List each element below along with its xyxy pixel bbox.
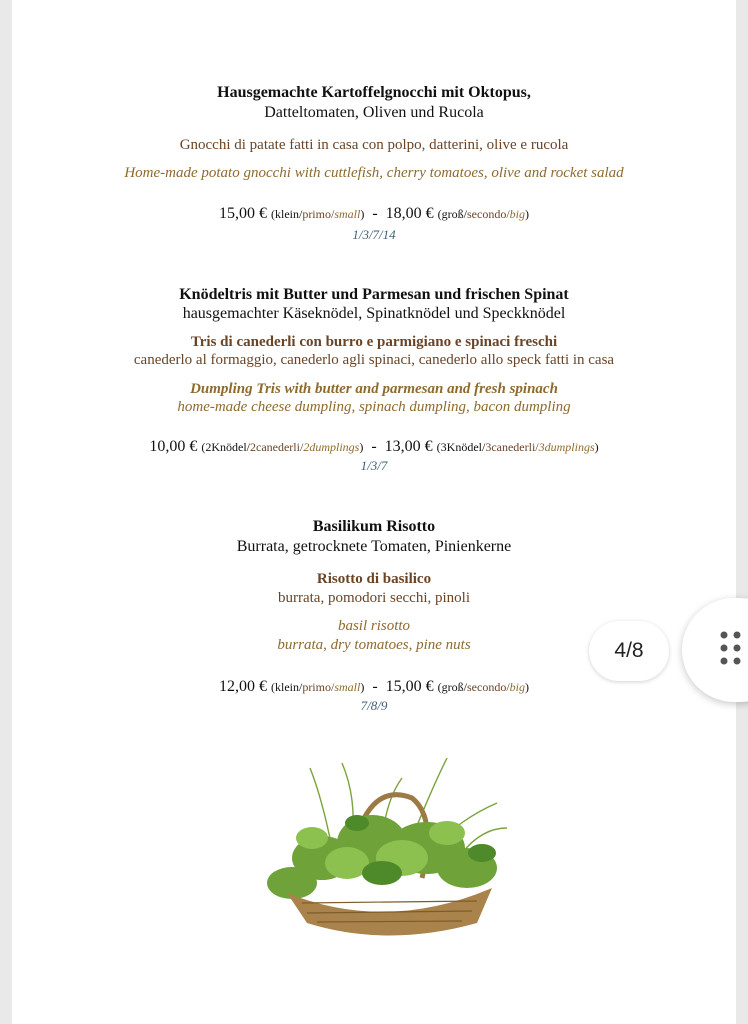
dish-2-price-line: 10,00 € (2Knödel/2canederli/2dumplings) - 13,00 € (3Knödel/3canederli/3dumplings)	[149, 438, 599, 455]
dish-1-price-big: 18,00 €	[385, 205, 434, 222]
dish-3-size-big-it: secondo/	[467, 680, 510, 694]
dish-3-allergens: 7/8/9	[360, 698, 388, 713]
dish-3-size-small-en: small	[334, 680, 361, 694]
dish-2-german-title: Knödeltris mit Butter und Parmesan und frischen Spinat	[179, 286, 569, 303]
dish-2-allergens: 1/3/7	[360, 458, 388, 473]
dish-1-size-small-de: klein/	[274, 207, 303, 221]
dish-3-german-subtitle: Burrata, getrocknete Tomaten, Pinienkerne	[236, 538, 512, 555]
dish-3-size-small-it: primo/	[302, 680, 335, 694]
dish-1-price-small: 15,00 €	[218, 205, 267, 222]
grid-dots-icon	[720, 631, 744, 667]
dish-3-italian-description: burrata, pomodori secchi, pinoli	[277, 590, 471, 606]
dish-3-italian-title: Risotto di basilico	[316, 571, 432, 587]
dish-1-italian-description: Gnocchi di patate fatti in casa con polpo, datterini, olive e rucola	[179, 137, 569, 153]
dish-2-size-big-en: 3dumplings	[538, 440, 595, 454]
dish-1-price-separator: -	[372, 205, 378, 222]
dish-1-german-title: Hausgemachte Kartoffelgnocchi mit Oktopus,	[217, 84, 531, 101]
dish-1-size-small-it: primo/	[302, 207, 335, 221]
dish-3-size-big-en: big	[509, 680, 525, 694]
menu-page	[12, 0, 736, 1024]
dish-2-italian-title: Tris di canederli con burro e parmigiano e spinaci freschi	[190, 334, 558, 350]
dish-2-english-description: home-made cheese dumpling, spinach dumpling, bacon dumpling	[177, 399, 571, 415]
dish-3-price-small: 12,00 €	[218, 678, 267, 695]
herb-basket-image	[262, 758, 512, 943]
dish-1-english-description: Home-made potato gnocchi with cuttlefish, cherry tomatoes, olive and rocket salad	[124, 165, 624, 181]
dish-1-size-big-de: groß/	[441, 207, 467, 221]
dish-2-price-big: 13,00 €	[384, 438, 433, 455]
dish-2-price-separator: -	[371, 438, 377, 455]
dish-2-size-big-it: 3canederli/	[485, 440, 539, 454]
dish-3-size-big-de: groß/	[441, 680, 467, 694]
page-indicator: 4/8	[589, 621, 669, 681]
dish-3-english-title: basil risotto	[337, 618, 411, 634]
dish-2-size-small-it: 2canederli/	[250, 440, 304, 454]
dish-3-english-description: burrata, dry tomatoes, pine nuts	[277, 637, 471, 653]
dish-1-size-big-it: secondo/	[467, 207, 510, 221]
dish-1-size-small-en: small	[334, 207, 361, 221]
dish-3-price-big: 15,00 €	[385, 678, 434, 695]
dish-1-size-big-en: big	[509, 207, 525, 221]
dish-2-german-subtitle: hausgemachter Käseknödel, Spinatknödel und Speckknödel	[182, 305, 566, 322]
dish-2-price-small: 10,00 €	[149, 438, 198, 455]
dish-2-size-small-en: 2dumplings	[303, 440, 360, 454]
dish-1-price-line: 15,00 € (klein/primo/small) - 18,00 € (groß/secondo/big)	[218, 205, 529, 222]
dish-3-price-line: 12,00 € (klein/primo/small) - 15,00 € (groß/secondo/big)	[218, 678, 529, 695]
dish-1-german-subtitle: Datteltomaten, Oliven und Rucola	[264, 104, 484, 121]
dish-3-german-title: Basilikum Risotto	[312, 518, 436, 535]
dish-2-italian-description: canederlo al formaggio, canederlo agli spinaci, canederlo allo speck fatti in casa	[133, 352, 615, 368]
dish-2-size-small-de: 2Knödel/	[205, 440, 250, 454]
dish-2-size-big-de: 3Knödel/	[440, 440, 486, 454]
dish-3-price-separator: -	[372, 678, 378, 695]
dish-2-english-title: Dumpling Tris with butter and parmesan and fresh spinach	[190, 381, 558, 397]
dish-1-allergens: 1/3/7/14	[352, 227, 396, 242]
dish-3-size-small-de: klein/	[274, 680, 303, 694]
